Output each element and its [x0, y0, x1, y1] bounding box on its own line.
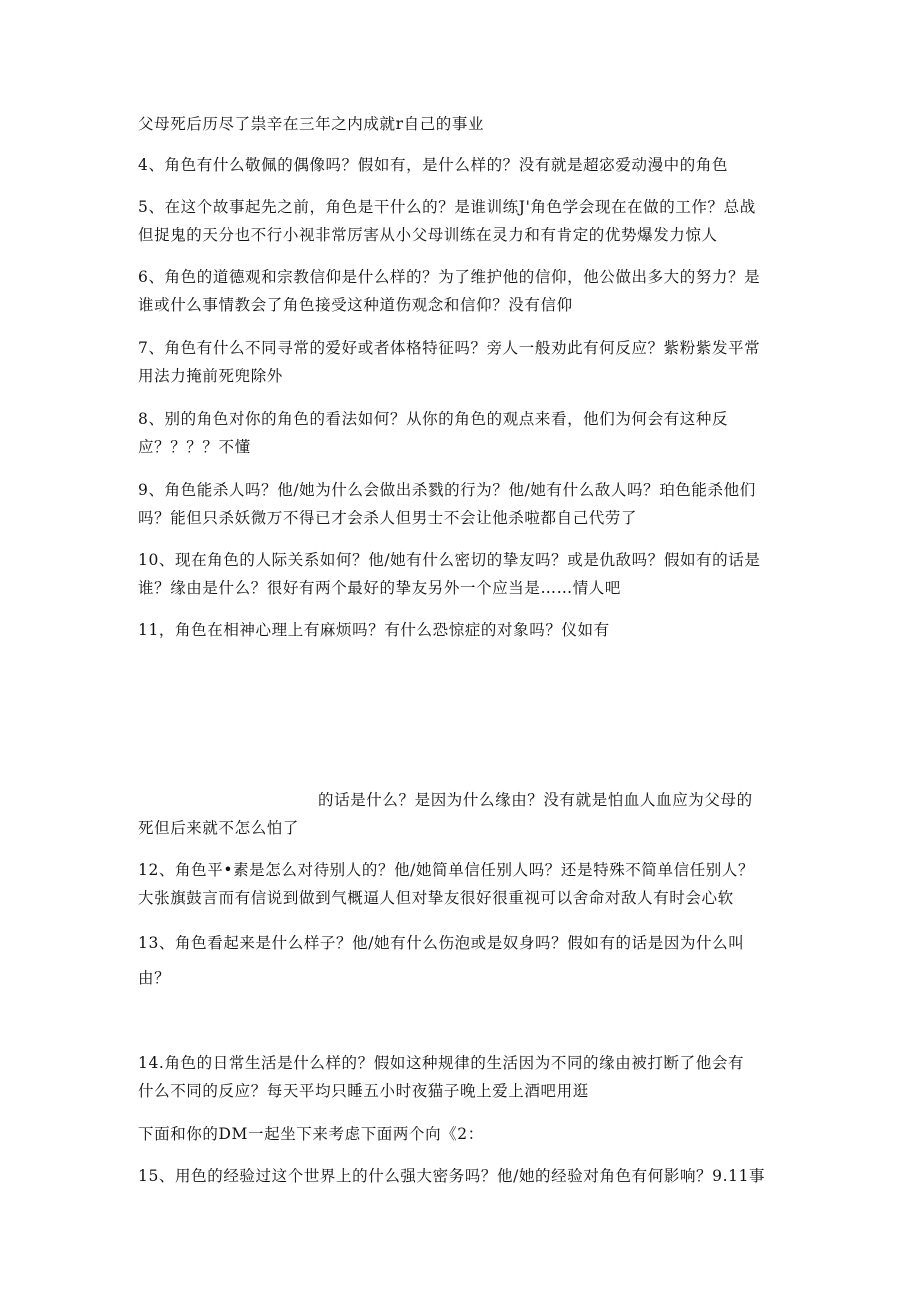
text-line: 什么不同的反应？每天平均只睡五小时夜猫子晚上爱上酒吧用逛 — [138, 1082, 589, 1100]
text-line: 大张旗鼓言而有信说到做到气概逼人但对挚友很好很重视可以舍命对敌人有时会心软 — [138, 889, 734, 907]
text-line: 父母死后历尽了祟辛在三年之内成就r自己的事业 — [138, 115, 485, 133]
text-line: 吗？能但只杀妖微万不得已才会杀人但男士不会让他杀啦都自己代劳了 — [138, 509, 638, 527]
text-line: 10、现在角色的人际关系如何？他/她有什么密切的挚友吗？或是仇敌吗？假如有的话是 — [138, 551, 761, 569]
text-line: 11，角色在相神心理上有麻烦吗？有什么恐惊症的对象吗？仪如有 — [138, 621, 610, 639]
text-line: 的话是什么？是因为什么缘由？没有就是怕血人血应为父母的 — [318, 791, 753, 809]
text-line: 15、用色的经验过这个世界上的什么强大密务吗？他/她的经验对角色有何影响？9.11事 — [138, 1167, 766, 1185]
text-line: 谁或什么事情教会了角色接受这种道伤观念和信仰？没有信仰 — [138, 296, 573, 314]
text-line: 9、角色能杀人吗？他/她为什么会做出杀戮的行为？他/她有什么敌人吗？珀色能杀他们 — [138, 481, 756, 499]
text-line: 用法力掩前死兜除外 — [138, 367, 283, 385]
text-line: 8、别的角色对你的角色的看法如何？从你的角色的观点来看，他们为何会有这种反 — [138, 410, 729, 428]
text-line: 应？？？？不懂 — [138, 438, 251, 456]
text-line: 12、角色平•素是怎么对待别人的？他/她简单信任别人吗？还是特殊不简单信任别人？ — [138, 861, 755, 879]
text-line: 6、角色的道德观和宗教信仰是什么样的？为了维护他的信仰，他公做出多大的努力？是 — [138, 268, 761, 286]
text-line: 由？ — [138, 969, 171, 987]
text-line: 7、角色有什么不同寻常的爱好或者体格特征吗？旁人一般劝此有何反应？紫粉紫发平常 — [138, 339, 761, 357]
text-line: 14.角色的日常生活是什么样的？假如这种规律的生活因为不同的缘由被打断了他会有 — [138, 1054, 745, 1072]
text-line: 4、角色有什么敬佩的偶像吗？假如有，是什么样的？没有就是超宓爱动漫中的角色 — [138, 156, 729, 174]
text-line: 5、在这个故事起先之前，角色是干什么的？是谁训练J'角色学会现在在做的工作？总战 — [138, 198, 756, 216]
text-line: 死但后来就不怎么怕了 — [138, 819, 300, 837]
text-line: 但捉鬼的天分也不行小视非常厉害从小父母训练在灵力和有肯定的优势爆发力惊人 — [138, 226, 718, 244]
text-line: 谁？缘由是什么？很好有两个最好的挚友另外一个应当是……情人吧 — [138, 579, 622, 597]
text-line: 下面和你的DM一起坐下来考虑下面两个向《2： — [138, 1125, 484, 1143]
text-line: 13、角色看起来是什么样子？他/她有什么伤泡或是奴身吗？假如有的话是因为什么叫 — [138, 934, 745, 952]
